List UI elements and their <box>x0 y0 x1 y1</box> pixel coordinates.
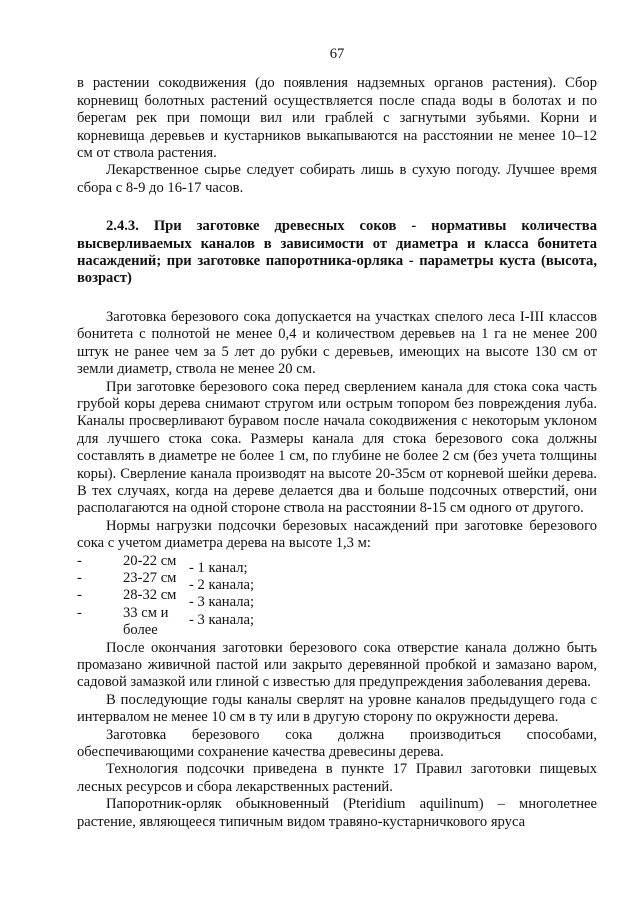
channel-count: - 2 канала; <box>189 576 255 593</box>
diameter-value: 33 см и <box>123 604 169 621</box>
paragraph-birch-sap-conditions: Заготовка березового сока допускается на участках спелого леса I-III классов бонитета с полнотой не менее 0,4 и количеством деревьев на 1 га не менее 200 штук не ранее чем за 5 лет до рубки с деревьев, имеющих на высоте 130 см от земли диаметр, ствола не менее 20 см. <box>77 308 597 378</box>
paragraph-drilling-procedure: При заготовке березового сока перед сверлением канала для стока сока часть грубой коры дерева снимают стругом или острым топором без повреждения луба. Каналы просверливают буравом после начала сокодвижения с некоторым уклоном для лучшего стока сока. Размеры канала для стока березового сока должны составлять в диаметре не более 1 см, по глубине не более 2 см (без учета толщины коры). Сверление канала производят на высоте 20-35см от корневой шейки дерева. В тех случаях, когда на дереве делается два и больше подсочных отверстий, они располагаются на одной стороне ствола на расстоянии 8-15 см одного от другого. <box>77 378 597 517</box>
page-number: 67 <box>329 46 345 62</box>
paragraph-after-harvest: После окончания заготовки березового сока отверстие канала должно быть промазано живичной пастой или закрыто деревянной пробкой и замазано варом, садовой замазкой или глиной с известью для предупреждения заболевания дерева. <box>77 639 597 691</box>
document-page <box>77 46 597 831</box>
diameter-value: 23-27 см <box>123 569 177 586</box>
list-dash: - <box>77 569 82 586</box>
diameter-value: 20-22 см <box>123 552 177 569</box>
norms-channels-column <box>189 553 254 640</box>
paragraph-harvest-rhizomes: в растении сокодвижения (до появления надземных органов растения). Сбор корневищ болотных растений осуществляется после спада воды в болотах и по берегам рек при помощи вил или граблей с загнутыми зубьями. Корни и корневища деревьев и кустарников выкапываются на расстоянии не менее 10–12 см от ствола растения. <box>77 75 597 162</box>
channel-count: - 3 канала; <box>189 594 255 611</box>
diameter-value: более <box>123 622 158 639</box>
list-dash: - <box>77 604 82 621</box>
paragraph-load-norms-intro: Нормы нагрузки подсочки березовых насаждений при заготовке березового сока с учетом диаметра дерева на высоте 1,3 м: <box>77 517 597 552</box>
norms-dash-column <box>77 553 123 640</box>
paragraph-bracken-fern: Папоротник-орляк обыкновенный (Pteridium aquilinum) – многолетнее растение, являющееся типичным видом травяно-кустарничкового яруса <box>77 796 597 830</box>
paragraph-technology-reference: Технология подсочки приведена в пункте 17 Правил заготовки пищевых лесных ресурсов и сбора лекарственных растений. <box>77 761 597 795</box>
diameter-value: 28-32 см <box>123 587 177 604</box>
list-dash: - <box>77 587 82 604</box>
channel-count: - 3 канала; <box>189 611 255 628</box>
norms-diameter-column <box>123 553 189 640</box>
paragraph-harvest-methods: Заготовка березового сока должна производиться способами, обеспечивающими сохранение качества древесины дерева. <box>77 726 597 760</box>
section-heading-2-4-3: 2.4.3. При заготовке древесных соков - нормативы количества высверливаемых каналов в зависимости от диаметра и класса бонитета насаждений; при заготовке папоротника-орляка - параметры куста (высота, возраст) <box>77 218 597 287</box>
list-dash: - <box>77 552 82 569</box>
load-norms-list <box>77 553 597 640</box>
paragraph-dry-weather: Лекарственное сырье следует собирать лишь в сухую погоду. Лучшее время сбора с 8-9 до 16-17 часов. <box>77 162 597 196</box>
channel-count: - 1 канал; <box>189 559 248 576</box>
paragraph-following-years: В последующие годы каналы сверлят на уровне каналов предыдущего года с интервалом не менее 10 см в ту или в другую сторону по окружности дерева. <box>77 691 597 726</box>
